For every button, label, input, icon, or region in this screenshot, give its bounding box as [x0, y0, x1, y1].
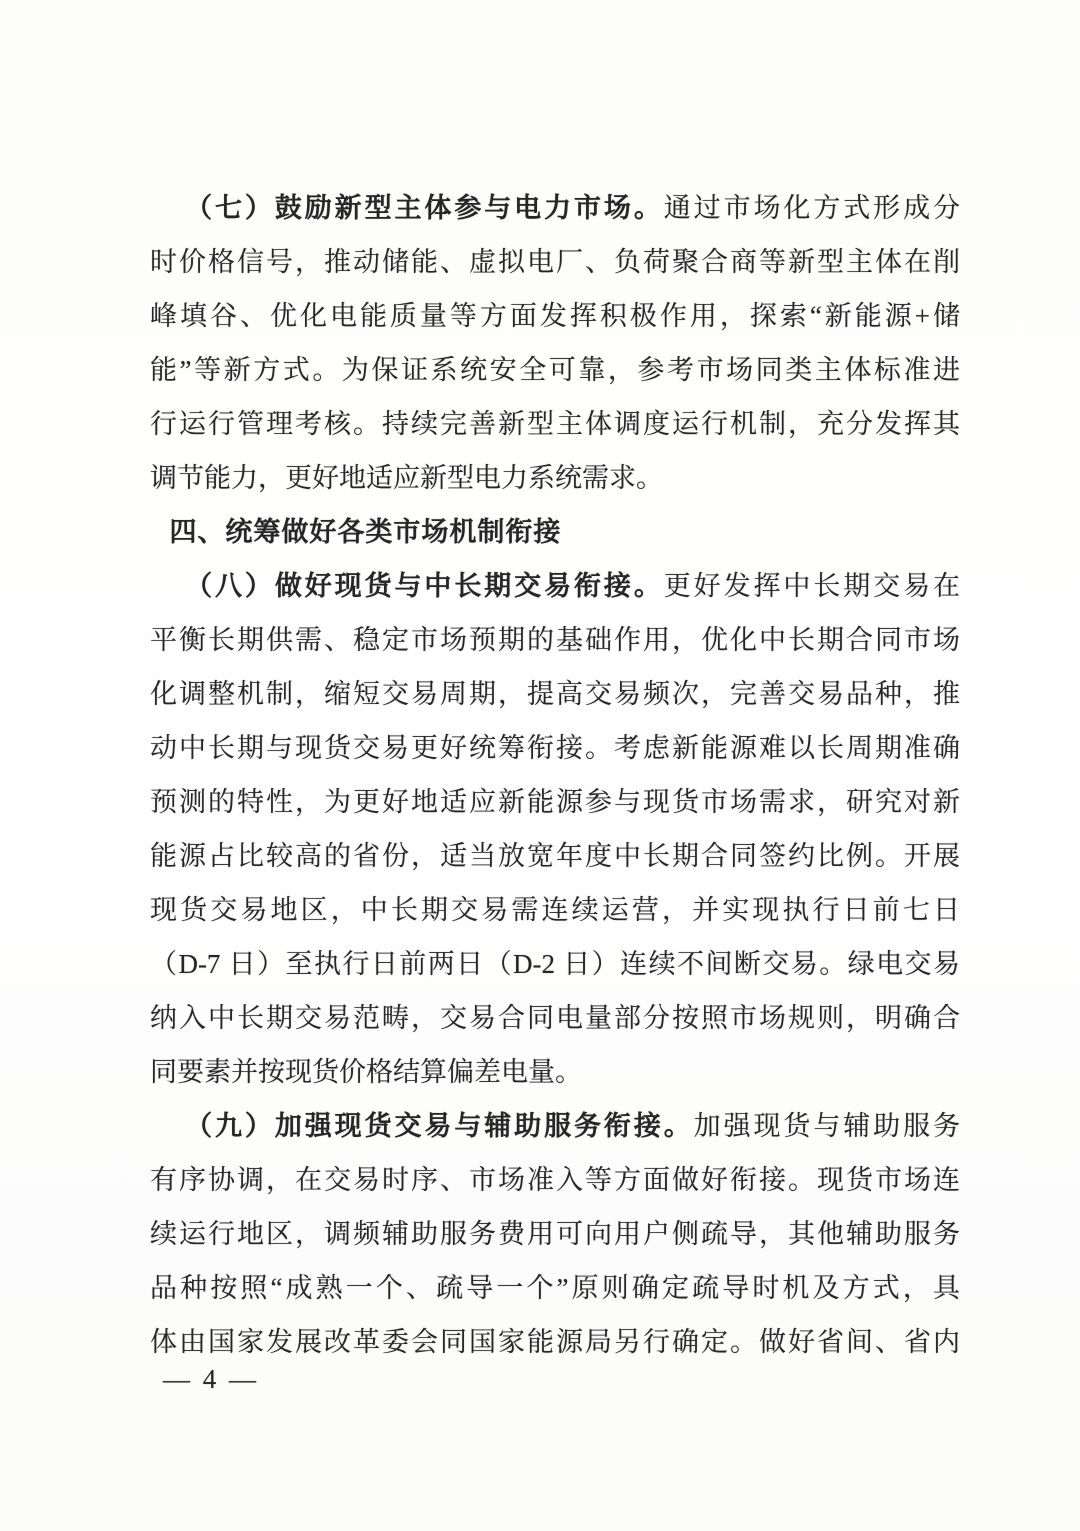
text-line [150, 289, 960, 343]
paragraph-text: 预测的特性，为更好地适应新能源参与现货市场需求，研究对新 [150, 787, 960, 817]
paragraph-text: 能”等新方式。为保证系统安全可靠，参考市场同类主体标准进 [150, 355, 960, 385]
text-line [150, 559, 960, 613]
text-line [150, 1261, 960, 1315]
paragraph-text: 续运行地区，调频辅助服务费用可向用户侧疏导，其他辅助服务 [150, 1219, 960, 1249]
paragraph-lead: （七）鼓励新型主体参与电力市场。 [185, 193, 664, 223]
text-line [150, 883, 960, 937]
text-line [150, 937, 960, 991]
text-line [150, 721, 960, 775]
paragraph-text: 同要素并按现货价格结算偏差电量。 [150, 1057, 582, 1087]
paragraph-lead: （八）做好现货与中长期交易衔接。 [185, 571, 664, 601]
text-line [150, 1099, 960, 1153]
paragraph-text: 化调整机制，缩短交易周期，提高交易频次，完善交易品种，推 [150, 679, 960, 709]
paragraph-text: 行运行管理考核。持续完善新型主体调度运行机制，充分发挥其 [150, 409, 960, 439]
paragraph-text: 动中长期与现货交易更好统筹衔接。考虑新能源难以长周期准确 [150, 733, 960, 763]
text-line [150, 235, 960, 289]
text-line [150, 1045, 960, 1099]
heading-text: 四、统筹做好各类市场机制衔接 [169, 517, 562, 547]
paragraph-text: 时价格信号，推动储能、虚拟电厂、负荷聚合商等新型主体在削 [150, 247, 960, 277]
paragraph-text: 平衡长期供需、稳定市场预期的基础作用，优化中长期合同市场 [150, 625, 960, 655]
text-body [150, 181, 960, 1369]
text-line [150, 1207, 960, 1261]
paragraph-text: 纳入中长期交易范畴，交易合同电量部分按照市场规则，明确合 [150, 1003, 960, 1033]
text-line [150, 181, 960, 235]
text-line [150, 775, 960, 829]
text-line [150, 451, 960, 505]
text-line [150, 1315, 960, 1369]
text-line [150, 1153, 960, 1207]
section-heading [150, 505, 960, 559]
text-line [150, 829, 960, 883]
text-line [150, 397, 960, 451]
paragraph-text: 能源占比较高的省份，适当放宽年度中长期合同签约比例。开展 [150, 841, 960, 871]
paragraph-text: 更好发挥中长期交易在 [663, 571, 960, 601]
text-line [150, 667, 960, 721]
paragraph-lead: （九）加强现货交易与辅助服务衔接。 [185, 1111, 694, 1141]
paragraph-text: 加强现货与辅助服务 [693, 1111, 960, 1141]
paragraph-text: 体由国家发展改革委会同国家能源局另行确定。做好省间、省内 [150, 1327, 960, 1357]
page-number: — 4 — [163, 1364, 259, 1394]
paragraph-text: 调节能力，更好地适应新型电力系统需求。 [150, 463, 663, 493]
paragraph-text: 有序协调，在交易时序、市场准入等方面做好衔接。现货市场连 [150, 1165, 960, 1195]
text-line [150, 991, 960, 1045]
paragraph-text: 通过市场化方式形成分 [663, 193, 960, 223]
paragraph-text: 品种按照“成熟一个、疏导一个”原则确定疏导时机及方式，具 [150, 1273, 960, 1303]
paragraph-text: 峰填谷、优化电能质量等方面发挥积极作用，探索“新能源+储 [150, 301, 960, 331]
paragraph-text: 现货交易地区，中长期交易需连续运营，并实现执行日前七日 [150, 895, 960, 925]
paragraph-text: （D-7 日）至执行日前两日（D-2 日）连续不间断交易。绿电交易 [150, 949, 960, 979]
text-line [150, 343, 960, 397]
text-line [150, 613, 960, 667]
